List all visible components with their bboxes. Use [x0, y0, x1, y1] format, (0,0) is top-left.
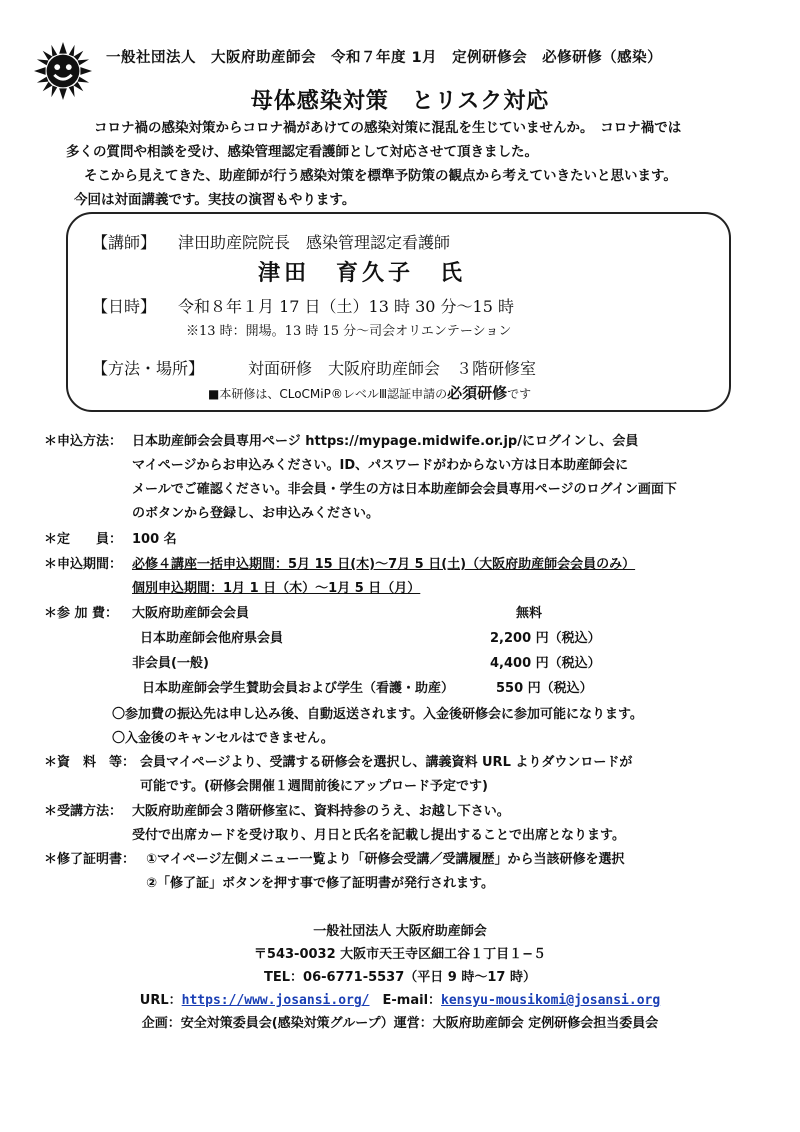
certification-note — [208, 382, 531, 403]
fee-amount-2: 2,200 円（税込） — [490, 631, 601, 646]
email-label: E-mail： — [382, 993, 442, 1008]
period-label: ＊申込期間： — [44, 557, 123, 572]
certification-note-bold: 必須研修 — [447, 384, 508, 402]
cert-line-1: ①マイページ左側メニュー一覧より「研修会受講／受講履歴」から当該研修を選択 — [146, 852, 625, 867]
header-org-line: 一般社団法人 大阪府助産師会 令和７年度 1月 定例研修会 必修研修（感染） — [106, 50, 663, 66]
capacity-label: ＊定 員： — [44, 532, 123, 547]
apply-line-4: のボタンから登録し、お申込みください。 — [132, 506, 380, 521]
footer-organizer: 企画：安全対策委員会(感染対策グループ）運営：大阪府助産師会 定例研修会担当委員会 — [141, 1016, 659, 1031]
fee-note-2: 〇入金後のキャンセルはできません。 — [112, 731, 334, 746]
website-link[interactable]: https://www.josansi.org/ — [181, 993, 370, 1008]
fee-note-1: 〇参加費の振込先は申し込み後、自動返送されます。入金後研修会に参加可能になります。 — [112, 707, 643, 722]
attend-line-2: 受付で出席カードを受け取り、月日と氏名を記載し提出することで出席となります。 — [132, 828, 625, 843]
footer-org: 一般社団法人 大阪府助産師会 — [313, 924, 487, 939]
apply-line-1: 日本助産師会会員専用ページ https://mypage.midwife.or.jp/にログインし、会員 — [132, 434, 639, 449]
date-value: 令和８年１月 17 日（土）13 時 30 分～15 時 — [178, 297, 514, 316]
intro-line-4: 今回は対面講義です。実技の演習もやります。 — [74, 192, 356, 208]
attend-line-1: 大阪府助産師会３階研修室に、資料持参のうえ、お越し下さい。 — [132, 804, 510, 819]
fee-name-1: 大阪府助産師会会員 — [132, 606, 250, 621]
fee-name-2: 日本助産師会他府県会員 — [140, 631, 284, 646]
material-line-1: 会員マイページより、受講する研修会を選択し、講義資料 URL よりダウンロードが — [140, 755, 633, 770]
intro-line-3: そこから見えてきた、助産師が行う感染対策を標準予防策の観点から考えていきたいと思います。 — [84, 168, 677, 184]
material-label: ＊資 料 等： — [44, 755, 136, 770]
apply-line-2: マイページからお申込みください。ID、パスワードがわからない方は日本助産師会に — [132, 458, 629, 473]
email-link[interactable]: kensyu-mousikomi@josansi.org — [441, 993, 661, 1008]
fee-amount-4: 550 円（税込） — [496, 681, 593, 696]
apply-label: ＊申込方法： — [44, 434, 123, 449]
method-value: 対面研修 大阪府助産師会 ３階研修室 — [248, 359, 537, 378]
footer-contact — [0, 989, 800, 1008]
footer-address: 〒543-0032 大阪市天王寺区細工谷１丁目１−５ — [253, 947, 547, 962]
capacity-value: 100 名 — [132, 532, 177, 547]
url-label: URL： — [139, 993, 182, 1008]
date-note: ※13 時：開場。13 時 15 分～司会オリエンテーション — [186, 324, 512, 339]
cert-label: ＊修了証明書： — [44, 852, 136, 867]
fee-name-3: 非会員(一般) — [132, 656, 209, 671]
lecturer-label: 【講師】 — [92, 233, 157, 252]
lecturer-title: 津田助産院院長 感染管理認定看護師 — [178, 233, 451, 252]
lecturer-name: 津田 育久子 氏 — [258, 260, 467, 286]
fee-name-4: 日本助産師会学生賛助会員および学生（看護・助産） — [142, 681, 455, 696]
fee-amount-1: 無料 — [516, 606, 543, 621]
cert-line-2: ②「修了証」ボタンを押す事で修了証明書が発行されます。 — [146, 876, 494, 891]
certification-note-suffix: です — [507, 387, 532, 401]
fee-label: ＊参 加 費： — [44, 606, 119, 621]
page-title: 母体感染対策 とリスク対応 — [250, 89, 550, 114]
period-line-1: 必修４講座一括申込期間：5月 15 日(木)～7月 5 日(土)（大阪府助産師会会員のみ） — [132, 557, 636, 572]
material-line-2: 可能です。(研修会開催１週間前後にアップロード予定です) — [140, 779, 488, 794]
certification-note-prefix: ■本研修は、CLoCMiP®レベルⅢ認証申請の — [208, 387, 448, 401]
apply-line-3: メールでご確認ください。非会員・学生の方は日本助産師会会員専用ページのログイン画面下 — [132, 482, 677, 497]
period-line-2: 個別申込期間：1月 1 日（木）～1月 5 日（月） — [132, 581, 421, 596]
intro-line-1: コロナ禍の感染対策からコロナ禍があけての感染対策に混乱を生じていませんか。 コロナ禍では — [94, 120, 682, 136]
footer-tel: TEL：06-6771-5537（平日 9 時～17 時） — [264, 970, 536, 985]
intro-line-2: 多くの質問や相談を受け、感染管理認定看護師として対応させて頂きました。 — [66, 144, 538, 160]
attend-label: ＊受講方法： — [44, 804, 123, 819]
method-label: 【方法・場所】 — [92, 359, 205, 378]
date-label: 【日時】 — [92, 297, 157, 316]
fee-amount-3: 4,400 円（税込） — [490, 656, 601, 671]
